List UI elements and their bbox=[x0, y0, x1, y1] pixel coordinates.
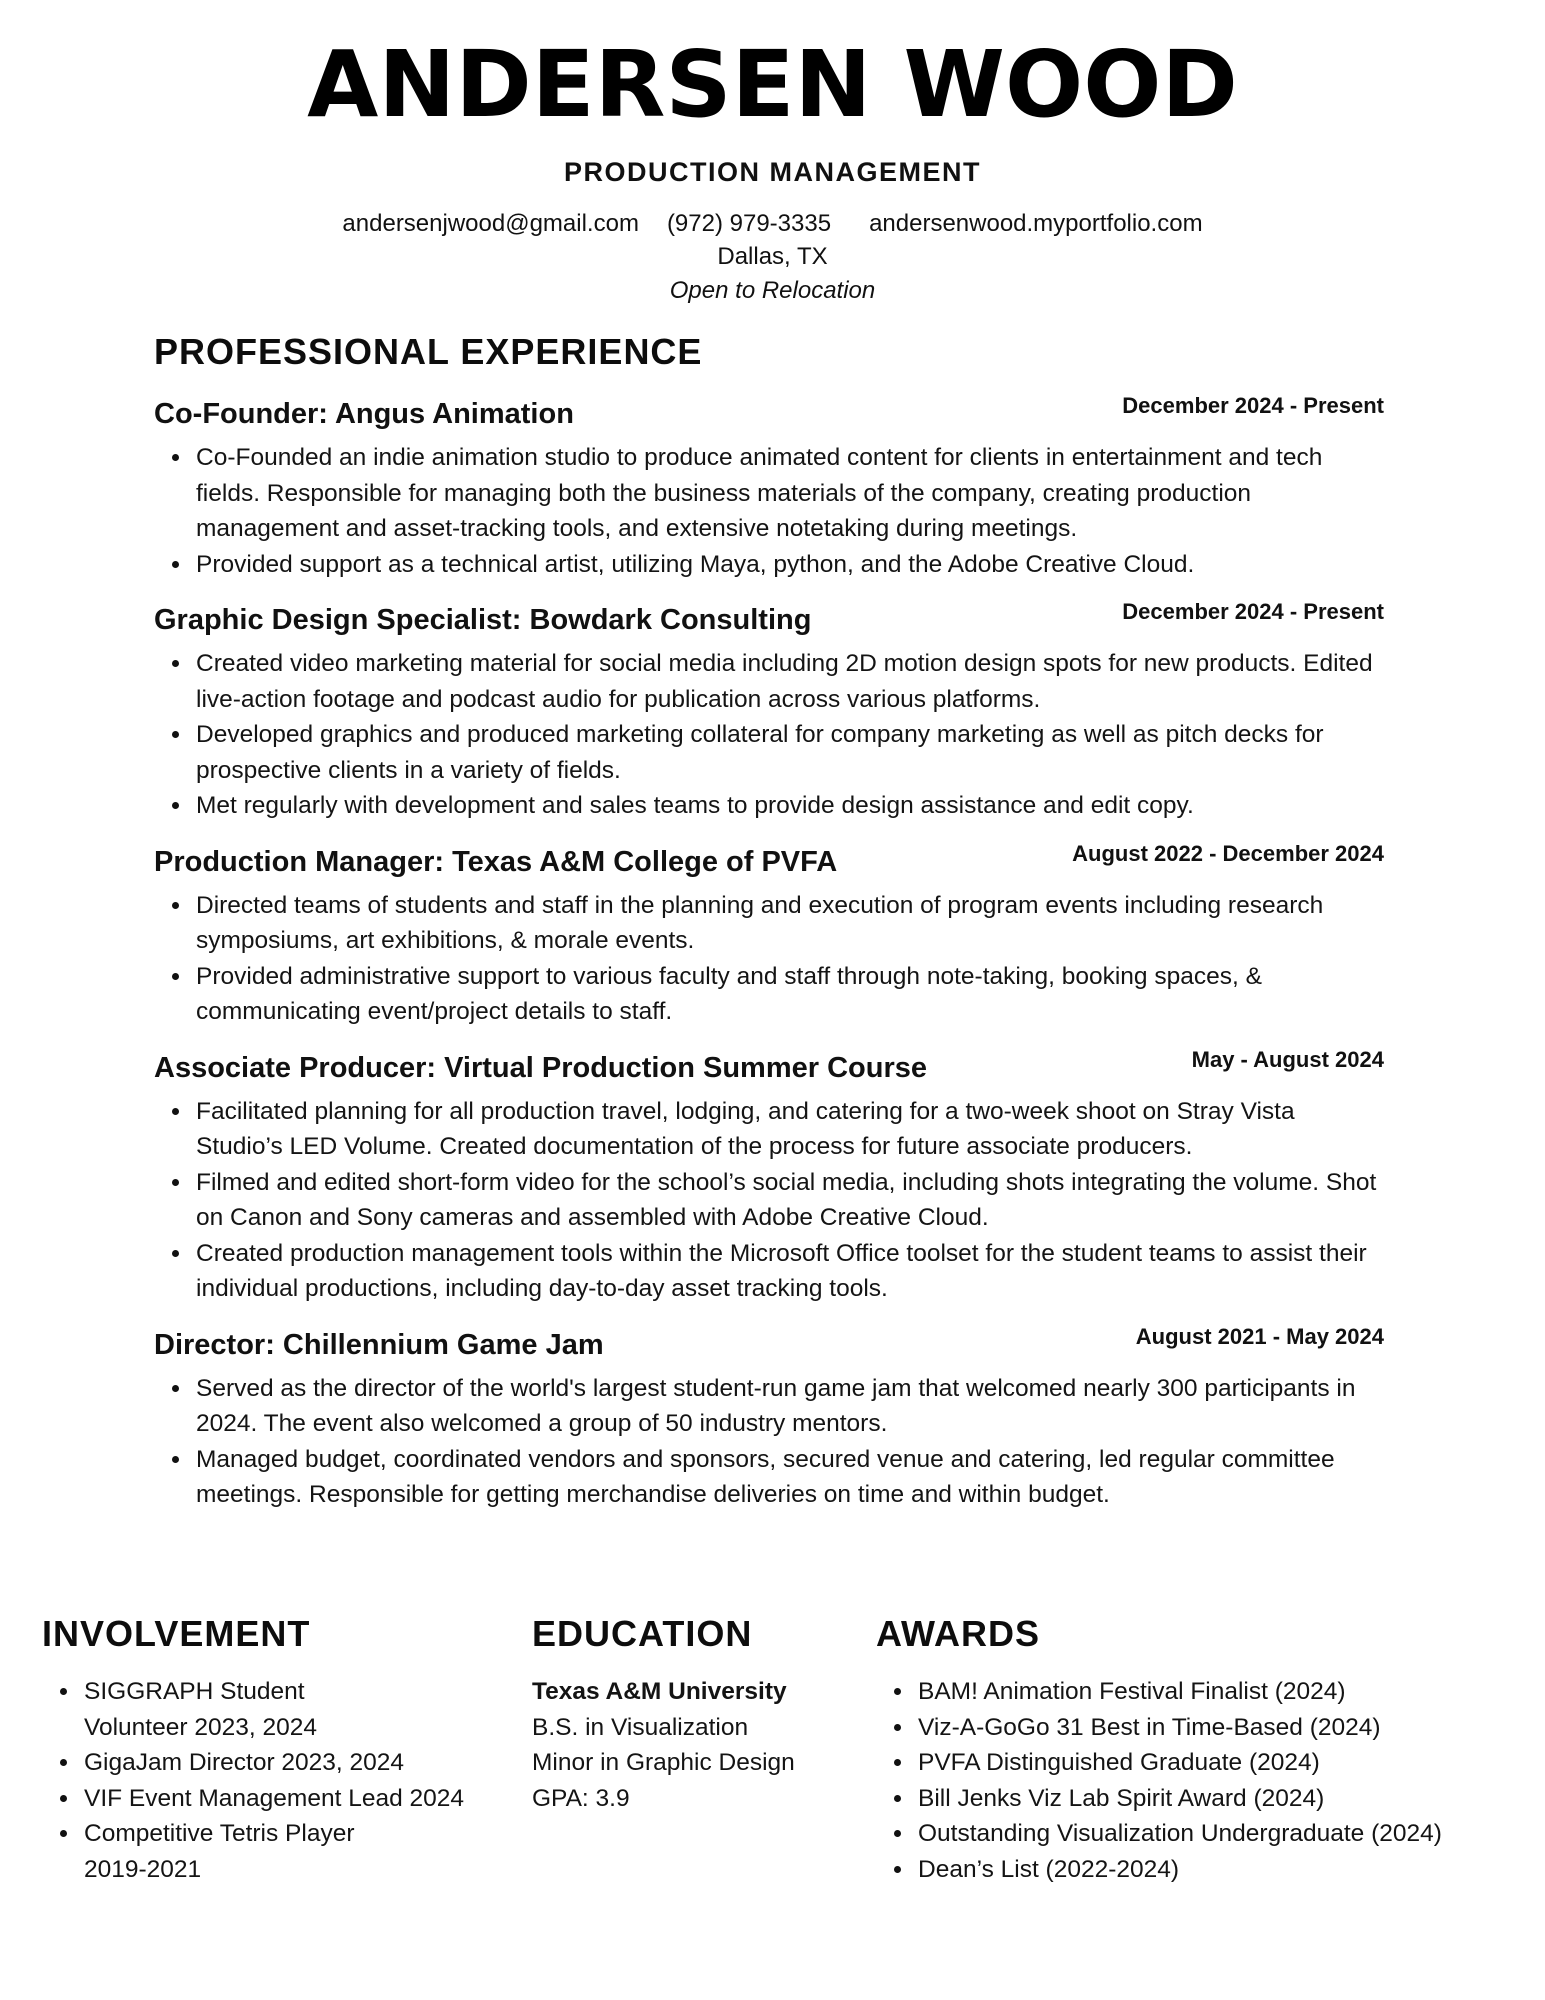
job-bullet: Developed graphics and produced marketing collateral for company marketing as well as pitch decks for prospective clients in a variety of fields. bbox=[196, 717, 1384, 788]
job-header bbox=[154, 1048, 1384, 1088]
awards-heading: AWARDS bbox=[876, 1613, 1041, 1654]
involvement-list bbox=[42, 1674, 512, 1887]
job-bullet: Created video marketing material for social media including 2D motion design spots for new products. Edited live-action footage and podcast audio for publication across various platforms. bbox=[196, 646, 1384, 717]
job-entry bbox=[154, 1048, 1384, 1307]
candidate-name: ANDERSEN WOOD bbox=[307, 31, 1238, 138]
job-bullets bbox=[154, 1094, 1384, 1307]
involvement-heading: INVOLVEMENT bbox=[42, 1613, 311, 1654]
experience-heading: PROFESSIONAL EXPERIENCE bbox=[154, 331, 703, 372]
degree-text: B.S. in Visualization bbox=[532, 1713, 749, 1741]
job-entry bbox=[154, 842, 1384, 1030]
job-bullet: Served as the director of the world's largest student-run game jam that welcomed nearly 300 participants in 2024. The event also welcomed a group of 50 industry mentors. bbox=[196, 1371, 1384, 1442]
job-bullet: Provided administrative support to various faculty and staff through note-taking, booking spaces, & communicating event/project details to staff. bbox=[196, 959, 1384, 1030]
job-title: Production Manager: Texas A&M College of PVFA bbox=[154, 845, 838, 878]
awards-section bbox=[876, 1612, 1516, 1887]
involvement-item: Competitive Tetris Player 2019-2021 bbox=[84, 1816, 512, 1887]
candidate-role: PRODUCTION MANAGEMENT bbox=[564, 157, 981, 187]
job-header bbox=[154, 600, 1384, 640]
job-bullet: Directed teams of students and staff in the planning and execution of program events including research symposiums, art exhibitions, & morale events. bbox=[196, 888, 1384, 959]
phone-text: (972) 979-3335 bbox=[666, 210, 832, 237]
education-heading: EDUCATION bbox=[532, 1613, 753, 1654]
job-title: Co-Founder: Angus Animation bbox=[154, 398, 574, 430]
job-entry bbox=[154, 600, 1384, 824]
gpa-text: GPA: 3.9 bbox=[532, 1784, 630, 1812]
job-header bbox=[154, 394, 1384, 434]
experience-section bbox=[154, 330, 1384, 1513]
job-bullet: Facilitated planning for all production travel, lodging, and catering for a two-week shoot on Stray Vista Studio’s LED Volume. Created documentation of the process for future associate producers. bbox=[196, 1094, 1384, 1165]
job-entry bbox=[154, 1325, 1384, 1513]
award-item: Bill Jenks Viz Lab Spirit Award (2024) bbox=[918, 1781, 1516, 1817]
website-text: andersenwood.myportfolio.com bbox=[869, 210, 1203, 237]
school-name: Texas A&M University bbox=[532, 1678, 787, 1705]
minor-text: Minor in Graphic Design bbox=[532, 1749, 795, 1776]
job-date: May - August 2024 bbox=[1191, 1046, 1384, 1072]
job-title: Associate Producer: Virtual Production Summer Course bbox=[154, 1051, 927, 1084]
involvement-item: VIF Event Management Lead 2024 bbox=[84, 1781, 512, 1817]
awards-list bbox=[876, 1674, 1516, 1887]
job-bullets bbox=[154, 646, 1384, 824]
job-bullet: Managed budget, coordinated vendors and sponsors, secured venue and catering, led regular committee meetings. Responsible for getting merchandise deliveries on time and within budget. bbox=[196, 1442, 1384, 1513]
award-item: PVFA Distinguished Graduate (2024) bbox=[918, 1745, 1516, 1781]
job-header bbox=[154, 1325, 1384, 1365]
job-bullet: Co-Founded an indie animation studio to produce animated content for clients in entertainment and tech fields. Responsible for managing both the business materials of the company, creating production management and asset-tracking tools, and extensive notetaking during meetings. bbox=[196, 440, 1384, 547]
job-bullet: Filmed and edited short-form video for the school’s social media, including shots integrating the volume. Shot on Canon and Sony cameras and assembled with Adobe Creative Cloud. bbox=[196, 1165, 1384, 1236]
job-date: August 2022 - December 2024 bbox=[1072, 840, 1384, 866]
job-bullets bbox=[154, 1371, 1384, 1513]
job-entry bbox=[154, 394, 1384, 582]
contact-row bbox=[0, 208, 1545, 240]
job-title: Director: Chillennium Game Jam bbox=[154, 1328, 604, 1361]
job-title: Graphic Design Specialist: Bowdark Consulting bbox=[154, 604, 812, 636]
award-item: BAM! Animation Festival Finalist (2024) bbox=[918, 1674, 1516, 1710]
award-item: Outstanding Visualization Undergraduate (2024) bbox=[918, 1816, 1516, 1852]
job-date: December 2024 - Present bbox=[1122, 393, 1384, 418]
involvement-item: GigaJam Director 2023, 2024 bbox=[84, 1745, 512, 1781]
involvement-section bbox=[42, 1612, 512, 1887]
relocation-text: Open to Relocation bbox=[669, 277, 876, 304]
job-bullets bbox=[154, 440, 1384, 582]
job-bullet: Created production management tools within the Microsoft Office toolset for the student teams to assist their individual productions, including day-to-day asset tracking tools. bbox=[196, 1236, 1384, 1307]
job-bullets bbox=[154, 888, 1384, 1030]
job-bullet: Provided support as a technical artist, utilizing Maya, python, and the Adobe Creative Cloud. bbox=[196, 547, 1384, 583]
award-item: Dean’s List (2022-2024) bbox=[918, 1852, 1516, 1888]
education-block bbox=[532, 1674, 862, 1816]
award-item: Viz-A-GoGo 31 Best in Time-Based (2024) bbox=[918, 1710, 1516, 1746]
education-section bbox=[532, 1612, 862, 1816]
job-date: December 2024 - Present bbox=[1122, 599, 1384, 624]
email-text: andersenjwood@gmail.com bbox=[342, 210, 639, 237]
resume-header bbox=[0, 30, 1545, 308]
job-header bbox=[154, 842, 1384, 882]
job-date: August 2021 - May 2024 bbox=[1135, 1323, 1384, 1349]
job-bullet: Met regularly with development and sales teams to provide design assistance and edit copy. bbox=[196, 788, 1384, 824]
involvement-item: SIGGRAPH Student Volunteer 2023, 2024 bbox=[84, 1674, 512, 1745]
location-text: Dallas, TX bbox=[717, 243, 828, 270]
